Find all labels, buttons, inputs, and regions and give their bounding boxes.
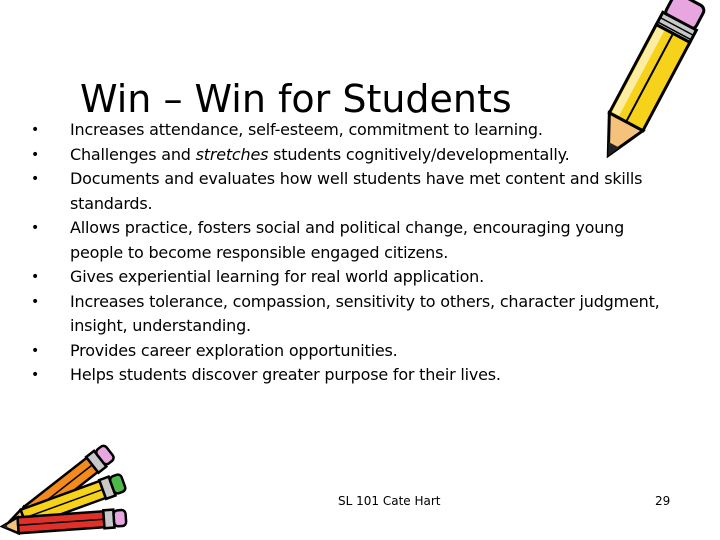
bullet-marker: • [30, 367, 40, 383]
bullet-text: Documents and evaluates how well students have met content and skills standards. [70, 169, 643, 213]
bullet-text: Helps students discover greater purpose for their lives. [70, 365, 501, 384]
bullet-text: Allows practice, fosters social and political change, encouraging young people to become responsible engaged citizens. [70, 218, 625, 262]
bullet-marker: • [30, 293, 40, 310]
bullet-marker: • [30, 122, 40, 138]
bullet-marker: • [30, 171, 40, 187]
bullet-text-after: students cognitively/developmentally. [268, 144, 570, 164]
bullet-marker: • [30, 342, 40, 359]
bullet-marker: • [30, 269, 40, 285]
bullet-item [28, 290, 668, 339]
bullet-item [28, 143, 668, 168]
bullet-text: Increases attendance, self-esteem, commitment to learning. [70, 120, 543, 139]
bullet-text: Increases tolerance, compassion, sensitivity to others, character judgment, insight, understanding. [70, 291, 660, 335]
bullet-marker: • [30, 146, 40, 163]
bullet-item [28, 216, 668, 265]
bullet-item [28, 167, 668, 216]
slide-title: Win – Win for Students [80, 77, 512, 122]
bullet-list [28, 118, 668, 388]
bullet-item [28, 363, 668, 388]
bullet-item [28, 339, 668, 364]
pencils-clipart-icon [0, 430, 130, 540]
page-number: 29 [655, 494, 671, 508]
bullet-text: Challenges and [70, 144, 196, 164]
bullet-text: Provides career exploration opportunities. [70, 340, 398, 360]
bullet-item [28, 265, 668, 290]
bullet-item [28, 118, 668, 143]
slide-footer: SL 101 Cate Hart [338, 494, 441, 508]
bullet-emphasis: stretches [195, 144, 269, 164]
bullet-text: Gives experiential learning for real world application. [70, 267, 485, 286]
bullet-marker: • [30, 220, 40, 236]
